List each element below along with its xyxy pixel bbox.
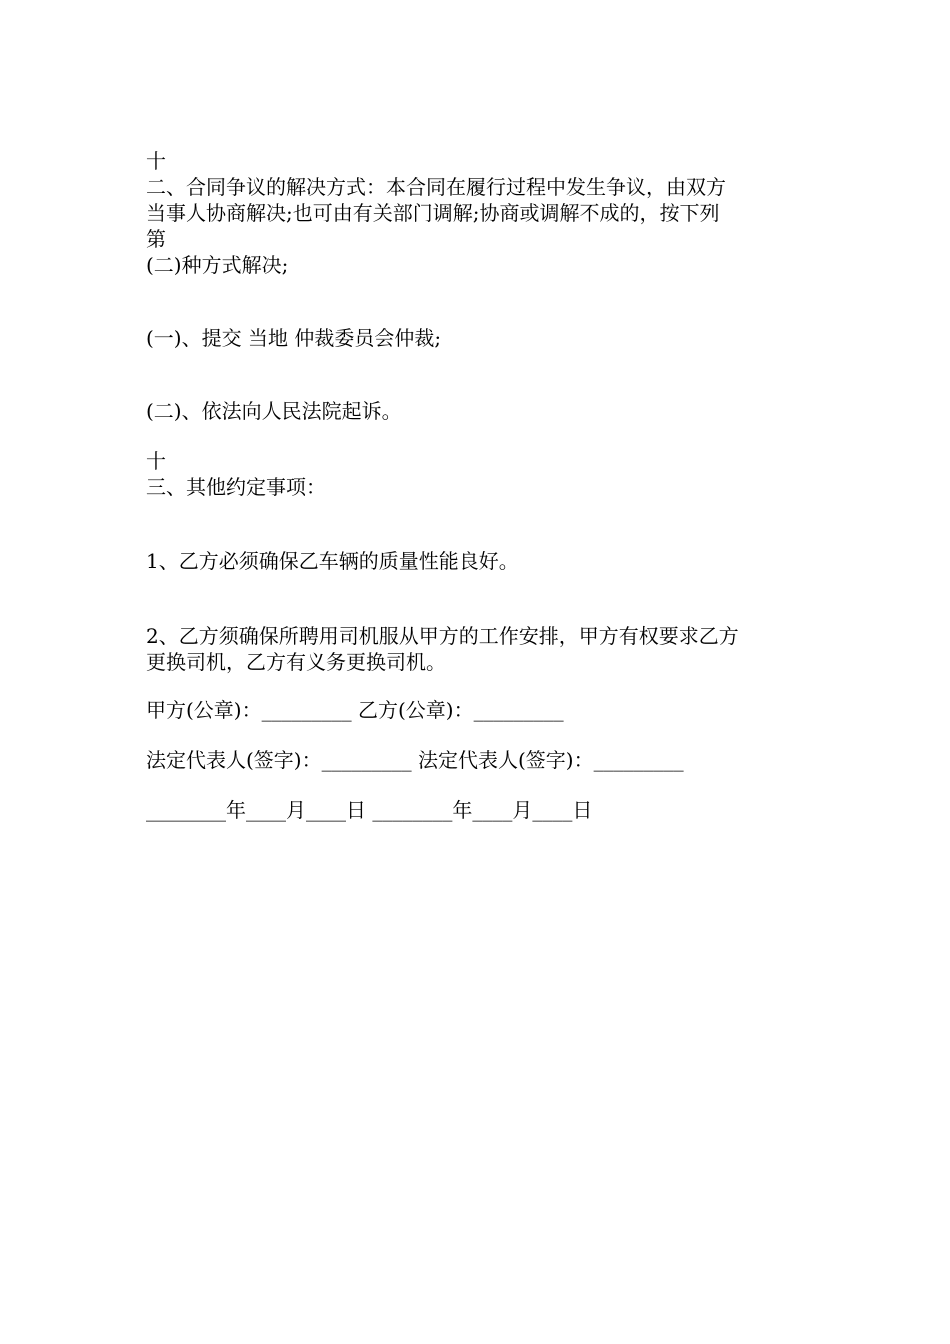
text-line: 十 [146,449,166,473]
date-line: ________年____月____日 ________年____月____日 [146,798,593,822]
text-line: 更换司机，乙方有义务更换司机。 [146,650,446,674]
text-line: 三、其他约定事项： [146,475,326,499]
signature-line: 甲方(公章)：_________ 乙方(公章)：_________ [146,698,564,722]
text-line: (二)种方式解决; [146,253,289,277]
text-line: 2、乙方须确保所聘用司机服从甲方的工作安排，甲方有权要求乙方 [146,624,739,648]
text-line: (二)、依法向人民法院起诉。 [146,399,402,423]
text-line: 当事人协商解决;也可由有关部门调解;协商或调解不成的，按下列 [146,201,720,225]
text-line: 1、乙方必须确保乙车辆的质量性能良好。 [146,549,519,573]
signature-line: 法定代表人(签字)：_________ 法定代表人(签字)：_________ [146,748,684,772]
text-line: 十 [146,149,166,173]
text-line: 第 [146,227,166,251]
text-line: 二、合同争议的解决方式：本合同在履行过程中发生争议，由双方 [146,175,726,199]
text-line: (一)、提交 当地 仲裁委员会仲裁; [146,326,442,350]
